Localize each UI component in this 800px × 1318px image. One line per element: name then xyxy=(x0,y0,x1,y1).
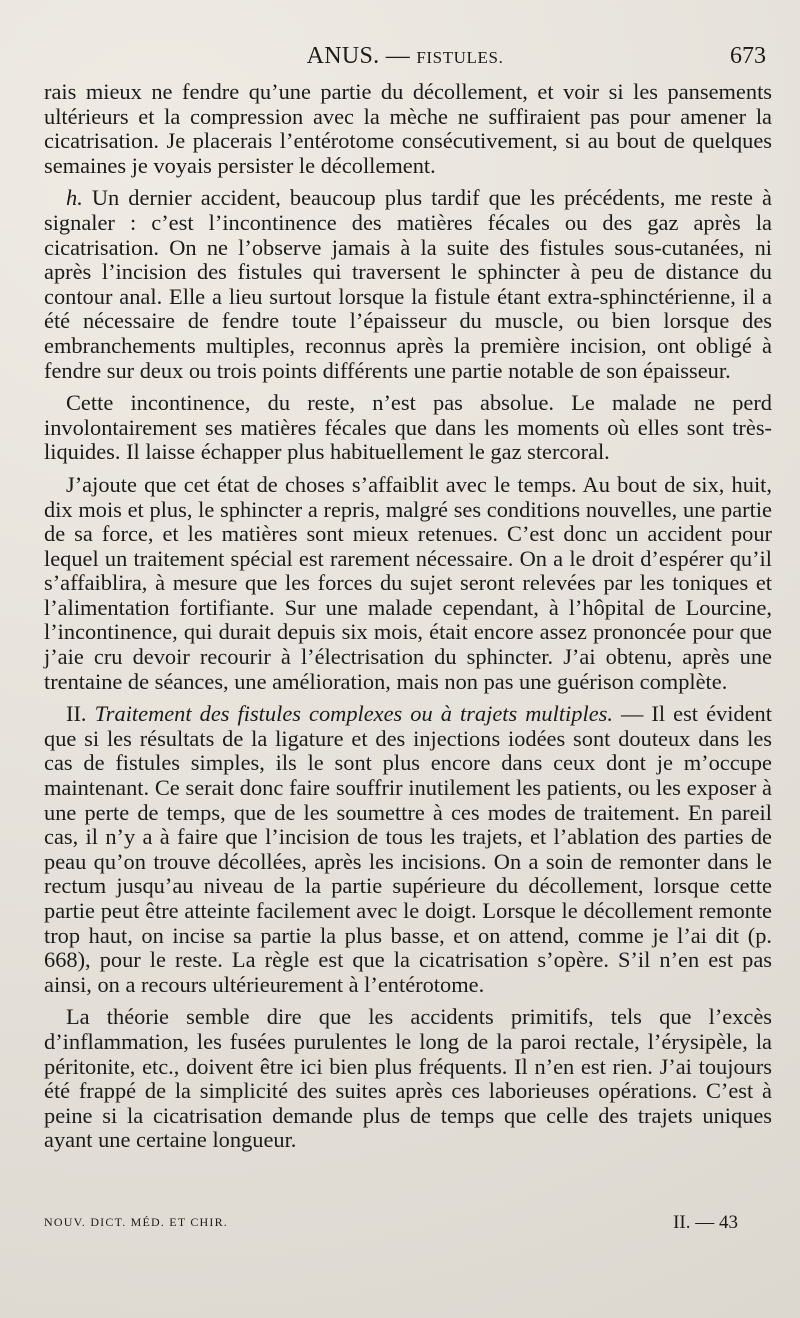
paragraph-2 xyxy=(44,186,772,383)
paragraph-4: J’ajoute que cet état de choses s’affaiblit avec le temps. Au bout de six, huit, dix mois et plus, le sphincter a repris, malgré ses conditions nouvelles, une partie de sa force, et les matières sont mieux retenues. C’est donc un accident pour lequel un traitement spécial est rarement nécessaire. On a le droit d’espérer qu’il s’affaiblira, à mesure que les forces du sujet seront relevées par les toniques et l’alimentation fortifiante. Sur une malade cependant, à l’hôpital de Lourcine, l’incontinence, qui durait depuis six mois, était encore assez prononcée pour que j’aie cru devoir recourir à l’électrisation du sphincter. J’ai obtenu, après une trentaine de séances, une amélioration, mais non pas une guérison complète. xyxy=(44,471,772,694)
running-title-sub: FISTULES. xyxy=(416,48,504,67)
section-text: — Il est évident que si les résultats de la ligature et des injections iodées sont douteux dans les cas de fistules simples, ils le sont plus encore dans ceux dont je m’occupe maintenant. Ce serait donc faire souffrir inutilement les patients, ou les exposer à une perte de temps, que de les soumettre à ces modes de traitement. En pareil cas, il n’y a à faire que l’incision de tous les trajets, et l’ablation des parties de peau qu’on trouve décollées, après les incisions. On a soin de remonter dans le rectum jusqu’au niveau de la partie supérieure du décollement, lorsque cette partie peut être atteinte facilement avec le doigt. Lorsque le décollement remonte trop haut, on incise sa partie la plus basse, et on attend, comme je l’ai dit (p. 668), pour le reste. La règle est que la cicatrisation s’opère. S’il n’en est pas ainsi, on a recours ultérieurement à l’entérotome. xyxy=(44,701,772,997)
running-title xyxy=(44,43,766,70)
page-number: 673 xyxy=(730,43,766,69)
page-footer xyxy=(44,1212,766,1239)
section-number: II. xyxy=(66,701,87,727)
paragraph-2-letter: h. xyxy=(66,185,83,211)
paragraph-6: La théorie semble dire que les accidents primitifs, tels que l’excès d’inflammation, les fusées purulentes le long de la paroi rectale, l’érysipèle, la péritonite, etc., doivent être ici bien plus fréquents. Il n’en est rien. J’ai toujours été frappé de la simplicité des suites après ces laborieuses opérations. C’est à peine si la cicatrisation demande plus de temps que celle des trajets uniques ayant une certaine longueur. xyxy=(44,1004,772,1153)
paragraph-5 xyxy=(44,702,772,997)
page-header xyxy=(44,43,766,73)
running-title-main: ANUS. — xyxy=(306,43,411,69)
paragraph-3: Cette incontinence, du reste, n’est pas absolue. Le malade ne perd involontairement ses matières fécales que dans les moments où elles sont très-liquides. Il laisse échapper plus habituellement le gaz stercoral. xyxy=(44,390,772,465)
paragraph-2-text: Un dernier accident, beaucoup plus tardif que les précédents, me reste à signaler : c’est l’incontinence des matières fécales ou des gaz après la cicatrisation. On ne l’observe jamais à la suite des fistules sous-cutanées, ni après l’incision des fistules qui traversent le sphincter à peu de distance du contour anal. Elle a lieu surtout lorsque la fistule étant extra-sphinctérienne, il a été nécessaire de fendre toute l’épaisseur du muscle, ou bien lorsque des embranchements multiples, reconnus après la première incision, ont obligé à fendre sur deux ou trois points différents une partie notable de son épaisseur. xyxy=(44,185,772,383)
footer-left: NOUV. DICT. MÉD. ET CHIR. xyxy=(44,1215,229,1229)
footer-right: II. — 43 xyxy=(673,1212,738,1233)
paragraph-1: rais mieux ne fendre qu’une partie du décollement, et voir si les pansements ultérieurs et la compression avec la mèche ne suffiraient pas pour amener la cicatrisation. Je placerais l’entérotome consécutivement, si au bout de quelques semaines je voyais persister le décollement. xyxy=(44,79,772,178)
section-title: Traitement des fistules complexes ou à trajets multiples. xyxy=(94,701,613,727)
main-text xyxy=(44,80,772,1153)
